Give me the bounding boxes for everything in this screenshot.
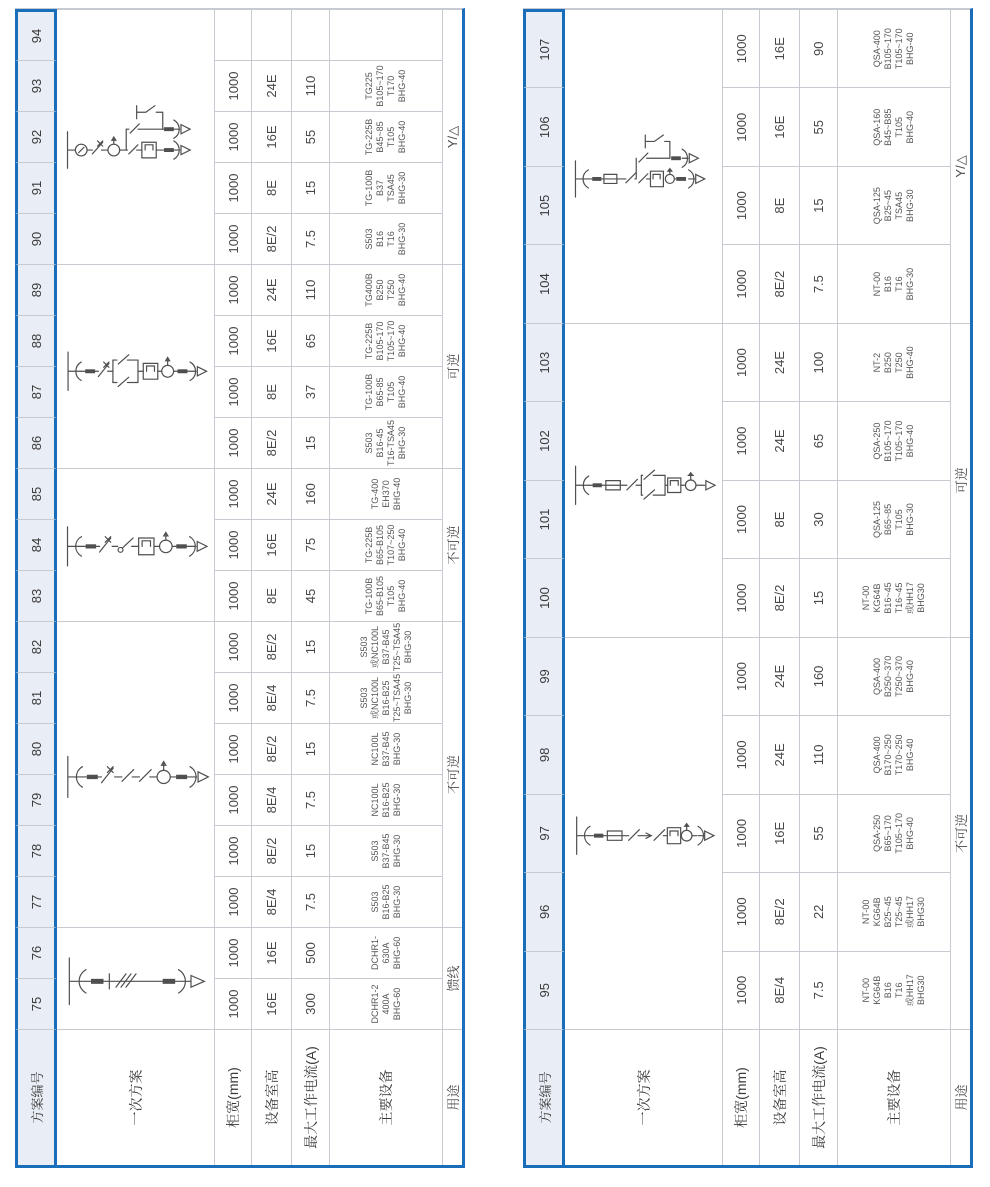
main-equipment-94 <box>330 9 443 60</box>
equipment-lines: S503 或NC100L B16-B25 T25~TSA45 BHG-30 <box>358 673 413 723</box>
max-current-88: 65 <box>292 315 330 366</box>
device-room-height-78: 8E/2 <box>252 825 292 876</box>
diagram-cell-100-103 <box>565 323 723 637</box>
main-equipment-102 <box>838 401 951 479</box>
max-current-97: 55 <box>800 794 838 872</box>
max-current-91: 15 <box>292 162 330 213</box>
device-room-height-103: 24E <box>760 323 800 401</box>
equipment-lines: TG-400 EH370 BHG-40 <box>369 477 402 511</box>
max-current-96: 22 <box>800 872 838 950</box>
equipment-lines: DCHR1-2 400A BHG-60 <box>369 984 402 1024</box>
max-current-76: 500 <box>292 927 330 978</box>
equipment-lines: TG-225B B65-B105 T107~250 BHG-40 <box>364 524 407 566</box>
application-100-103: 可逆 <box>951 323 970 637</box>
device-room-height-101: 8E <box>760 480 800 558</box>
main-equipment-81 <box>330 672 443 723</box>
application-77-82: 不可逆 <box>443 621 462 927</box>
cabinet-width-92: 1000 <box>215 111 252 162</box>
scheme-number-95: 95 <box>523 951 565 1029</box>
equipment-lines: NT-00 KG64B B25~45 T25~45 或HH17 BHG30 <box>861 895 926 928</box>
application-86-89: 可逆 <box>443 264 462 468</box>
main-equipment-75 <box>330 978 443 1029</box>
equipment-lines: S503 B16-B25 BHG-30 <box>369 884 402 920</box>
cabinet-width-103: 1000 <box>723 323 760 401</box>
cabinet-width-85: 1000 <box>215 468 252 519</box>
main-equipment-100 <box>838 558 951 636</box>
max-current-80: 15 <box>292 723 330 774</box>
equipment-lines: DCHR1- 630A BHG-60 <box>369 936 402 971</box>
diagram-cell-75-76 <box>57 927 215 1029</box>
cabinet-width-106: 1000 <box>723 87 760 165</box>
main-equipment-87 <box>330 366 443 417</box>
spec-table-left-wrapper <box>15 8 465 1168</box>
device-room-height-107: 16E <box>760 9 800 87</box>
device-room-height-91: 8E <box>252 162 292 213</box>
scheme-number-101: 101 <box>523 480 565 558</box>
device-room-height-82: 8E/2 <box>252 621 292 672</box>
max-current-106: 55 <box>800 87 838 165</box>
main-equipment-90 <box>330 213 443 264</box>
main-equipment-86 <box>330 417 443 468</box>
max-current-92: 55 <box>292 111 330 162</box>
max-current-87: 37 <box>292 366 330 417</box>
cabinet-width-101: 1000 <box>723 480 760 558</box>
application-83-85: 不可逆 <box>443 468 462 621</box>
diagram-cell-104-107 <box>565 9 723 323</box>
max-current-83: 45 <box>292 570 330 621</box>
scheme-number-107: 107 <box>523 9 565 87</box>
scheme-number-88: 88 <box>15 315 57 366</box>
diagram-cell-95-99 <box>565 637 723 1029</box>
scheme-number-99: 99 <box>523 637 565 715</box>
main-equipment-93 <box>330 60 443 111</box>
one-line-reversible-breaker <box>61 336 211 398</box>
cabinet-width-94 <box>215 9 252 60</box>
max-current-100: 15 <box>800 558 838 636</box>
max-current-86: 15 <box>292 417 330 468</box>
scheme-number-75: 75 <box>15 978 57 1029</box>
main-equipment-103 <box>838 323 951 401</box>
equipment-lines: QSA-160 B45~B85 T105 BHG-40 <box>872 108 915 146</box>
header-primary-scheme: 一次方案 <box>57 1029 215 1165</box>
equipment-lines: TG-225B B105-170 T105~170 BHG-40 <box>364 320 407 362</box>
scheme-number-92: 92 <box>15 111 57 162</box>
scheme-number-103: 103 <box>523 323 565 401</box>
equipment-lines: S503 B16-45 T16-TSA45 BHG-30 <box>364 419 407 467</box>
diagram-cell-86-89 <box>57 264 215 468</box>
main-equipment-104 <box>838 244 951 322</box>
spec-table-right-wrapper <box>523 8 973 1168</box>
cabinet-width-104: 1000 <box>723 244 760 322</box>
device-room-height-84: 16E <box>252 519 292 570</box>
max-current-79: 7.5 <box>292 774 330 825</box>
device-room-height-100: 8E/2 <box>760 558 800 636</box>
max-current-101: 30 <box>800 480 838 558</box>
main-equipment-106 <box>838 87 951 165</box>
cabinet-width-91: 1000 <box>215 162 252 213</box>
cabinet-width-87: 1000 <box>215 366 252 417</box>
equipment-lines: TG400B B250 T250 BHG-40 <box>364 273 407 307</box>
header-cabinet-width: 柜宽(mm) <box>215 1029 252 1165</box>
scheme-number-81: 81 <box>15 672 57 723</box>
cabinet-width-84: 1000 <box>215 519 252 570</box>
spec-table-75-94 <box>15 8 465 1168</box>
equipment-lines: QSA-400 B170~250 T170~250 BHG-40 <box>872 734 915 776</box>
max-current-75: 300 <box>292 978 330 1029</box>
device-room-height-95: 8E/4 <box>760 951 800 1029</box>
equipment-lines: TG-100B B65-85 T105 BHG-40 <box>364 373 407 411</box>
scheme-number-96: 96 <box>523 872 565 950</box>
scheme-number-91: 91 <box>15 162 57 213</box>
diagram-cell-83-85 <box>57 468 215 621</box>
device-room-height-89: 24E <box>252 264 292 315</box>
scheme-number-78: 78 <box>15 825 57 876</box>
cabinet-width-75: 1000 <box>215 978 252 1029</box>
scheme-number-90: 90 <box>15 213 57 264</box>
max-current-93: 110 <box>292 60 330 111</box>
main-equipment-77 <box>330 876 443 927</box>
main-equipment-79 <box>330 774 443 825</box>
one-line-nonrev-fuse <box>570 809 718 857</box>
header-cabinet-width: 柜宽(mm) <box>723 1029 760 1165</box>
equipment-lines: QSA-400 B105~170 T105~170 BHG-40 <box>872 28 915 70</box>
main-equipment-101 <box>838 480 951 558</box>
main-equipment-83 <box>330 570 443 621</box>
device-room-height-105: 8E <box>760 166 800 244</box>
cabinet-width-93: 1000 <box>215 60 252 111</box>
one-line-feeder <box>61 949 211 1009</box>
one-line-star-delta-breaker <box>61 103 211 171</box>
device-room-height-75: 16E <box>252 978 292 1029</box>
header-device-room-height: 设备室高 <box>760 1029 800 1165</box>
max-current-107: 90 <box>800 9 838 87</box>
main-equipment-105 <box>838 166 951 244</box>
max-current-102: 65 <box>800 401 838 479</box>
equipment-lines: S503 B16 T16 BHG-30 <box>364 222 407 256</box>
device-room-height-85: 24E <box>252 468 292 519</box>
scheme-number-87: 87 <box>15 366 57 417</box>
scheme-number-82: 82 <box>15 621 57 672</box>
header-scheme-no: 方案编号 <box>15 1029 57 1165</box>
main-equipment-95 <box>838 951 951 1029</box>
cabinet-width-90: 1000 <box>215 213 252 264</box>
equipment-lines: TG225 B105~170 T170 BHG-40 <box>364 65 407 107</box>
max-current-99: 160 <box>800 637 838 715</box>
cabinet-width-78: 1000 <box>215 825 252 876</box>
scheme-number-84: 84 <box>15 519 57 570</box>
header-main-equipment: 主要设备 <box>330 1029 443 1165</box>
equipment-lines: NC100L B37-B45 BHG-30 <box>369 731 402 767</box>
cabinet-width-97: 1000 <box>723 794 760 872</box>
max-current-90: 7.5 <box>292 213 330 264</box>
equipment-lines: QSA-125 B65~85 T105 BHG-30 <box>872 501 915 539</box>
main-equipment-85 <box>330 468 443 519</box>
header-application: 用途 <box>443 1029 462 1165</box>
cabinet-width-95: 1000 <box>723 951 760 1029</box>
one-line-nonrev-switch <box>61 748 211 801</box>
scheme-number-94: 94 <box>15 9 57 60</box>
device-room-height-81: 8E/4 <box>252 672 292 723</box>
main-equipment-89 <box>330 264 443 315</box>
scheme-number-97: 97 <box>523 794 565 872</box>
equipment-lines: QSA-250 B65~170 T105~170 BHG-40 <box>872 812 915 854</box>
device-room-height-90: 8E/2 <box>252 213 292 264</box>
equipment-lines: QSA-125 B25~45 TSA45 BHG-30 <box>872 187 915 225</box>
max-current-77: 7.5 <box>292 876 330 927</box>
one-line-nonrev-breaker <box>61 519 211 572</box>
main-equipment-82 <box>330 621 443 672</box>
device-room-height-83: 8E <box>252 570 292 621</box>
cabinet-width-100: 1000 <box>723 558 760 636</box>
device-room-height-94 <box>252 9 292 60</box>
scheme-number-83: 83 <box>15 570 57 621</box>
cabinet-width-98: 1000 <box>723 715 760 793</box>
header-main-equipment: 主要设备 <box>838 1029 951 1165</box>
max-current-84: 75 <box>292 519 330 570</box>
max-current-89: 110 <box>292 264 330 315</box>
cabinet-width-82: 1000 <box>215 621 252 672</box>
scheme-number-76: 76 <box>15 927 57 978</box>
main-equipment-84 <box>330 519 443 570</box>
main-equipment-98 <box>838 715 951 793</box>
cabinet-width-79: 1000 <box>215 774 252 825</box>
main-equipment-92 <box>330 111 443 162</box>
scheme-number-85: 85 <box>15 468 57 519</box>
spec-table-95-107 <box>523 8 973 1168</box>
scheme-number-106: 106 <box>523 87 565 165</box>
main-equipment-78 <box>330 825 443 876</box>
header-primary-scheme: 一次方案 <box>565 1029 723 1165</box>
max-current-104: 7.5 <box>800 244 838 322</box>
diagram-cell-77-82 <box>57 621 215 927</box>
device-room-height-79: 8E/4 <box>252 774 292 825</box>
cabinet-width-77: 1000 <box>215 876 252 927</box>
max-current-85: 160 <box>292 468 330 519</box>
cabinet-width-107: 1000 <box>723 9 760 87</box>
device-room-height-106: 16E <box>760 87 800 165</box>
main-equipment-96 <box>838 872 951 950</box>
device-room-height-96: 8E/2 <box>760 872 800 950</box>
cabinet-width-76: 1000 <box>215 927 252 978</box>
equipment-lines: QSA-400 B250~370 T250~370 BHG-40 <box>872 655 915 698</box>
device-room-height-88: 16E <box>252 315 292 366</box>
max-current-98: 110 <box>800 715 838 793</box>
cabinet-width-80: 1000 <box>215 723 252 774</box>
scheme-number-80: 80 <box>15 723 57 774</box>
equipment-lines: QSA-250 B105~170 T105~170 BHG-40 <box>872 420 915 462</box>
device-room-height-93: 24E <box>252 60 292 111</box>
device-room-height-77: 8E/4 <box>252 876 292 927</box>
equipment-lines: TG-100B B37 TSA45 BHG-30 <box>364 169 407 207</box>
max-current-81: 7.5 <box>292 672 330 723</box>
scheme-number-98: 98 <box>523 715 565 793</box>
equipment-lines: TG-100B B65-B105 T105 BHG-40 <box>364 575 407 617</box>
scheme-number-102: 102 <box>523 401 565 479</box>
device-room-height-80: 8E/2 <box>252 723 292 774</box>
device-room-height-92: 16E <box>252 111 292 162</box>
device-room-height-97: 16E <box>760 794 800 872</box>
equipment-lines: NT-2 B250 T250 BHG-40 <box>872 346 915 379</box>
device-room-height-87: 8E <box>252 366 292 417</box>
cabinet-width-102: 1000 <box>723 401 760 479</box>
main-equipment-80 <box>330 723 443 774</box>
max-current-95: 7.5 <box>800 951 838 1029</box>
application-104-107: Y/△ <box>951 9 970 323</box>
application-75-76: 馈线 <box>443 927 462 1029</box>
equipment-lines: NC100L B16-B25 BHG-30 <box>369 782 402 818</box>
equipment-lines: TG-225B B45~85 T105 BHG-40 <box>364 118 407 156</box>
main-equipment-76 <box>330 927 443 978</box>
scheme-number-77: 77 <box>15 876 57 927</box>
application-95-99: 不可逆 <box>951 637 970 1029</box>
header-max-current: 最大工作电流(A) <box>800 1029 838 1165</box>
main-equipment-88 <box>330 315 443 366</box>
scheme-number-93: 93 <box>15 60 57 111</box>
max-current-82: 15 <box>292 621 330 672</box>
main-equipment-107 <box>838 9 951 87</box>
cabinet-width-81: 1000 <box>215 672 252 723</box>
header-scheme-no: 方案编号 <box>523 1029 565 1165</box>
max-current-103: 100 <box>800 323 838 401</box>
scheme-number-100: 100 <box>523 558 565 636</box>
scheme-number-89: 89 <box>15 264 57 315</box>
scheme-number-79: 79 <box>15 774 57 825</box>
application-90-94: Y/△ <box>443 9 462 264</box>
header-device-room-height: 设备室高 <box>252 1029 292 1165</box>
device-room-height-98: 24E <box>760 715 800 793</box>
cabinet-width-96: 1000 <box>723 872 760 950</box>
main-equipment-99 <box>838 637 951 715</box>
one-line-star-delta-fuse <box>569 132 719 200</box>
device-room-height-99: 24E <box>760 637 800 715</box>
max-current-105: 15 <box>800 166 838 244</box>
equipment-lines: S503 B37-B45 BHG-30 <box>369 833 402 869</box>
equipment-lines: S503 或NC100L B37-B45 T25~TSA45 BHG-30 <box>358 622 413 672</box>
max-current-78: 15 <box>292 825 330 876</box>
cabinet-width-86: 1000 <box>215 417 252 468</box>
cabinet-width-105: 1000 <box>723 166 760 244</box>
equipment-lines: NT-00 B16 T16 BHG-30 <box>872 267 915 301</box>
equipment-lines: NT-00 KG64B B16 T16 或HH17 BHG30 <box>861 974 926 1007</box>
main-equipment-97 <box>838 794 951 872</box>
scheme-number-105: 105 <box>523 166 565 244</box>
device-room-height-102: 24E <box>760 401 800 479</box>
max-current-94 <box>292 9 330 60</box>
scheme-number-86: 86 <box>15 417 57 468</box>
device-room-height-104: 8E/2 <box>760 244 800 322</box>
device-room-height-86: 8E/2 <box>252 417 292 468</box>
cabinet-width-88: 1000 <box>215 315 252 366</box>
header-application: 用途 <box>951 1029 970 1165</box>
device-room-height-76: 16E <box>252 927 292 978</box>
cabinet-width-89: 1000 <box>215 264 252 315</box>
diagram-cell-90-94 <box>57 9 215 264</box>
header-max-current: 最大工作电流(A) <box>292 1029 330 1165</box>
scheme-number-104: 104 <box>523 244 565 322</box>
cabinet-width-99: 1000 <box>723 637 760 715</box>
one-line-reversible-fuse <box>569 449 719 511</box>
main-equipment-91 <box>330 162 443 213</box>
equipment-lines: NT-00 KG64B B16~45 T16~45 或HH17 BHG30 <box>861 581 926 614</box>
cabinet-width-83: 1000 <box>215 570 252 621</box>
